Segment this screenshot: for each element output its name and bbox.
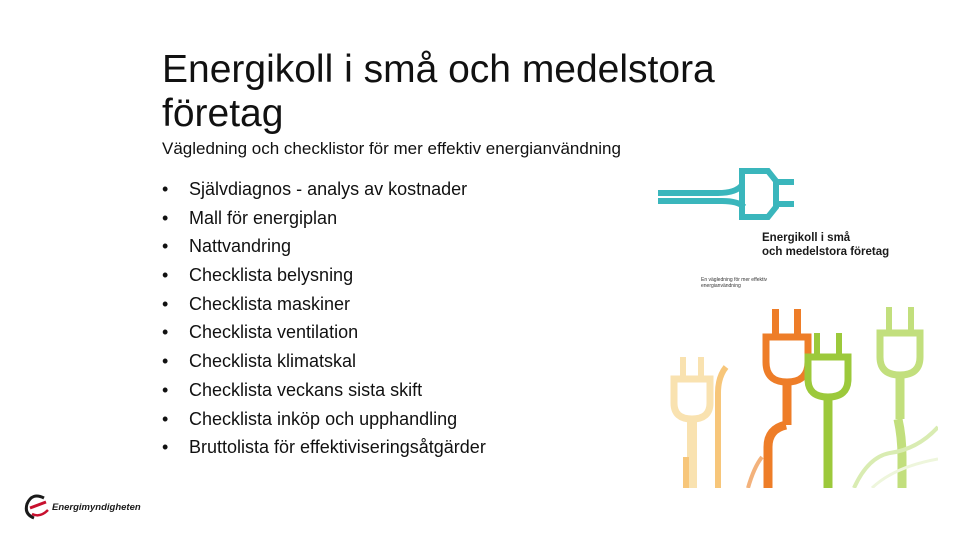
bullet-text: Mall för energiplan — [189, 207, 338, 228]
bullet-marker: • — [162, 236, 169, 257]
cover-title-line-1: Energikoll i små — [762, 232, 851, 244]
bullet-marker: • — [162, 379, 169, 400]
bullet-item — [162, 175, 486, 204]
slide-subtitle: Vägledning och checklistor för mer effektiv energianvändning — [162, 139, 621, 158]
logo-text: Energimyndigheten — [52, 501, 141, 513]
bullet-item — [162, 261, 486, 290]
bullet-text: Checklista inköp och upphandling — [189, 408, 458, 429]
bullet-text: Checklista veckans sista skift — [189, 379, 423, 400]
bullet-marker: • — [162, 322, 169, 343]
cover-title — [762, 231, 932, 259]
bullet-item — [162, 433, 486, 462]
energimyndigheten-logo-icon — [24, 492, 50, 522]
bullet-marker: • — [162, 293, 169, 314]
cover-tagline: En vägledning för mer effektiv energianvändning — [701, 277, 768, 289]
bullet-text: Självdiagnos - analys av kostnader — [189, 179, 468, 199]
bullet-item — [162, 204, 486, 233]
slide-title: Energikoll i små och medelstora företag — [162, 48, 715, 135]
bullet-text: Bruttolista för effektiviseringsåtgärder — [189, 437, 486, 458]
bullet-text: Checklista klimatskal — [189, 351, 357, 372]
publication-cover-image — [658, 157, 938, 488]
cover-title-line-2: och medelstora företag — [762, 246, 890, 258]
energimyndigheten-logo — [24, 490, 141, 524]
bullet-marker: • — [162, 207, 169, 228]
bullet-marker: • — [162, 265, 169, 286]
bullet-item — [162, 405, 486, 434]
bullet-item — [162, 232, 486, 261]
bullet-text: Nattvandring — [189, 236, 292, 257]
bullet-marker: • — [162, 408, 169, 429]
bullet-marker: • — [162, 437, 169, 458]
bullet-list — [162, 175, 486, 462]
bullet-item — [162, 290, 486, 319]
bullet-item — [162, 318, 486, 347]
bullet-text: Checklista maskiner — [189, 293, 351, 314]
bullet-item — [162, 376, 486, 405]
bullet-item — [162, 347, 486, 376]
bullet-marker: • — [162, 179, 169, 199]
power-plugs-illustration — [658, 157, 938, 488]
bullet-text: Checklista ventilation — [189, 322, 359, 343]
bullet-text: Checklista belysning — [189, 265, 354, 286]
bullet-marker: • — [162, 351, 169, 372]
